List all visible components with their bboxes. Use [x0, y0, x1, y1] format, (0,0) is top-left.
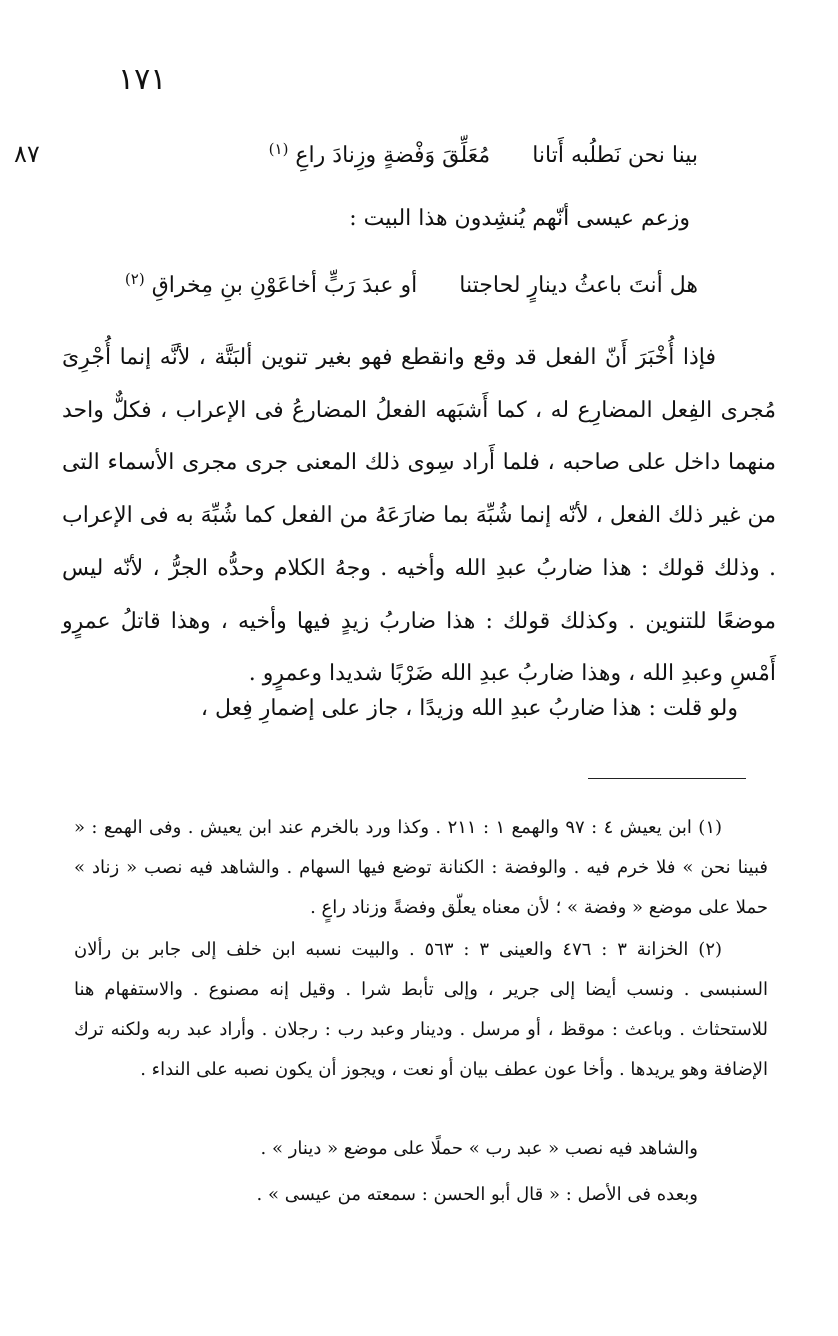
footnote-extra-2: وبعده فى الأصل : « قال أبو الحسن : سمعته من عيسى » .	[256, 1184, 698, 1205]
footnote-2	[74, 930, 768, 1090]
footnote-2-number: (٢)	[698, 939, 723, 960]
verse-1	[269, 140, 698, 168]
margin-number: ٨٧	[14, 140, 40, 168]
footnote-ref-1: (١)	[268, 140, 289, 158]
verse-2-first-hemistich: هل أنتَ باعثُ دينارٍ لحاجتنا	[459, 273, 698, 299]
footnote-extra-1: والشاهد فيه نصب « عبد رب » حملًا على موضع « دينار » .	[260, 1138, 698, 1159]
final-line: ولو قلت : هذا ضاربُ عبدِ الله وزيدًا ، جاز على إضمارِ فِعل ،	[200, 696, 738, 721]
verse-1-first-hemistich: بينا نحن نَطلُبه أَتانا	[532, 143, 698, 169]
verse-2	[125, 270, 698, 298]
footnote-ref-2: (٢)	[124, 270, 145, 288]
paragraph: فإذا أُخْبَرَ أَنّ الفعل قد وقع وانقطع فهو بغير تنوين ألبَتَّة ، لأنَّه إنما أُجْرِىَ مُجرى الفِعل المضارِع له ، كما أَشبَهه الفعلُ المضارعُ فى الإعراب ، فكلٌّ واحد منهما داخل على صاحبه ، فلما أَراد سِوى ذلك المعنى جرى مجرى الأسماء التى من غير ذلك الفعل ، لأنّه إنما شُبِّهَ بما ضارَعَهُ من الفعل كما شُبِّهَ به فى الإعراب . وذلك قولك : هذا ضاربُ عبدِ الله وأخيه . وجهُ الكلام وحدُّه الجرُّ ، لأنّه ليس موضعًا للتنوين . وكذلك قولك : هذا ضاربُ زيدٍ فيها وأخيه ، وهذا قاتلُ عمرٍو أَمْسِ وعبدِ الله ، وهذا ضاربُ عبدِ الله ضَرْبًا شديدا وعمرٍو .	[62, 345, 776, 687]
main-text	[62, 332, 776, 701]
footnote-separator	[588, 778, 746, 779]
footnote-1-number: (١)	[698, 817, 723, 838]
verse-1-second-hemistich: مُعَلِّقَ وَفْضةٍ وزِنادَ راعِ	[295, 143, 491, 169]
footnote-1-text: ابن يعيش ٤ : ٩٧ والهمع ١ : ٢١١ . وكذا ورد بالخرم عند ابن يعيش . وفى الهمع : « فبينا نحن » فلا خرم فيه . والوفضة : الكنانة توضع فيها السهام . والشاهد فيه نصب « زناد » حملا على موضع « وفضة » ؛ لأن معناه يعلّق وفضةً وزناد راعٍ .	[74, 817, 768, 918]
page-number: ١٧١	[118, 62, 167, 97]
footnote-2-text: الخزانة ٣ : ٤٧٦ والعينى ٣ : ٥٦٣ . والبيت نسبه ابن خلف إلى جابر بن رألان السنبسى . ونسب أيضا إلى جرير ، وإلى تأبط شرا . وقيل إنه مصنوع . والاستفهام هنا للاستحثاث . وباعث : موقظ ، أو مرسل . ودينار وعبد رب : رجلان . وأراد عبد ربه ولكنه ترك الإضافة وهو يريدها . وأخا عون عطف بيان أو نعت ، ويجوز أن يكون نصبه على النداء .	[74, 939, 768, 1080]
footnote-1	[74, 808, 768, 928]
verse-2-second-hemistich: أو عبدَ رَبٍّ أخاعَوْنِ بنِ مِخراقِ	[151, 273, 418, 299]
intro-line: وزعم عيسى أنّهم يُنشِدون هذا البيت :	[349, 206, 690, 231]
